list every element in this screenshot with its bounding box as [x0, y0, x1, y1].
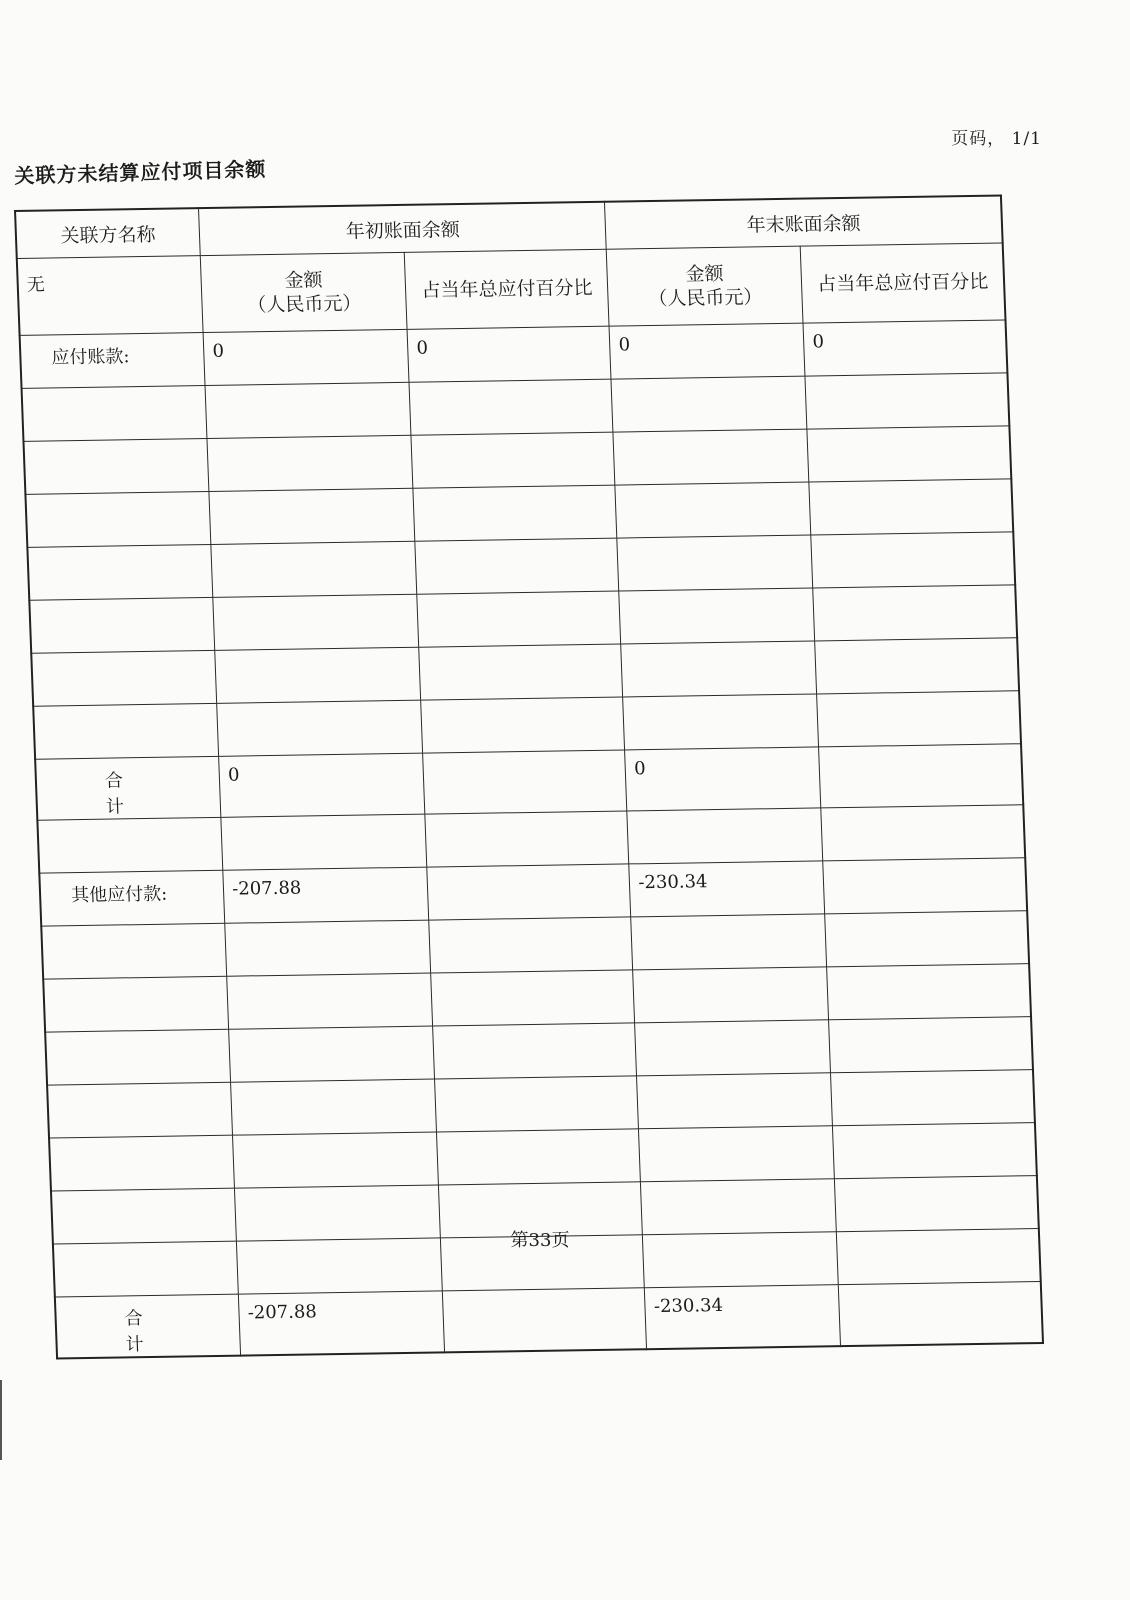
op-total-end-amount: -230.34: [645, 1285, 841, 1350]
header-end-amount: [607, 246, 804, 326]
header-end-amount-line2: （人民币元）: [648, 286, 763, 311]
header-end-percent: 占当年总应付百分比: [801, 243, 1006, 323]
accounts-payable-begin-amount: 0: [203, 329, 409, 385]
accounts-payable-label: 应付账款:: [20, 333, 206, 389]
header-end-balance: 年末账面余额: [605, 195, 1003, 249]
header-begin-amount: [200, 252, 407, 332]
party-value: 无: [17, 256, 204, 336]
header-party-name: 关联方名称: [15, 208, 200, 258]
payables-table-container: [14, 194, 1044, 1359]
footer-page-number: 第33页: [510, 1230, 570, 1251]
header-begin-balance: 年初账面余额: [199, 202, 607, 256]
accounts-payable-end-amount: 0: [609, 323, 805, 379]
ap-total-end-amount: 0: [625, 747, 821, 811]
header-end-amount-line1: 金额: [685, 262, 724, 286]
page-number: 页码， 1/1: [951, 129, 1042, 149]
accounts-payable-begin-percent: 0: [407, 326, 611, 382]
other-payables-label: 其他应付款:: [39, 870, 225, 926]
scan-edge-mark: [0, 1380, 2, 1460]
header-begin-amount-line1: 金额: [284, 269, 323, 292]
accounts-payable-end-percent: 0: [803, 320, 1007, 376]
payables-table: [14, 194, 1044, 1359]
other-payables-begin-amount: -207.88: [223, 867, 429, 923]
header-begin-percent: 占当年总应付百分比: [405, 249, 610, 329]
other-payables-end-amount: -230.34: [629, 861, 825, 917]
header-begin-amount-line2: （人民币元）: [246, 292, 362, 317]
ap-total-begin-amount: 0: [219, 753, 425, 817]
page-title: 关联方未结算应付项目余额: [14, 156, 267, 188]
op-total-begin-amount: -207.88: [239, 1291, 445, 1356]
ap-total-label: 合 计: [35, 756, 221, 820]
op-total-label: 合 计: [55, 1294, 241, 1358]
